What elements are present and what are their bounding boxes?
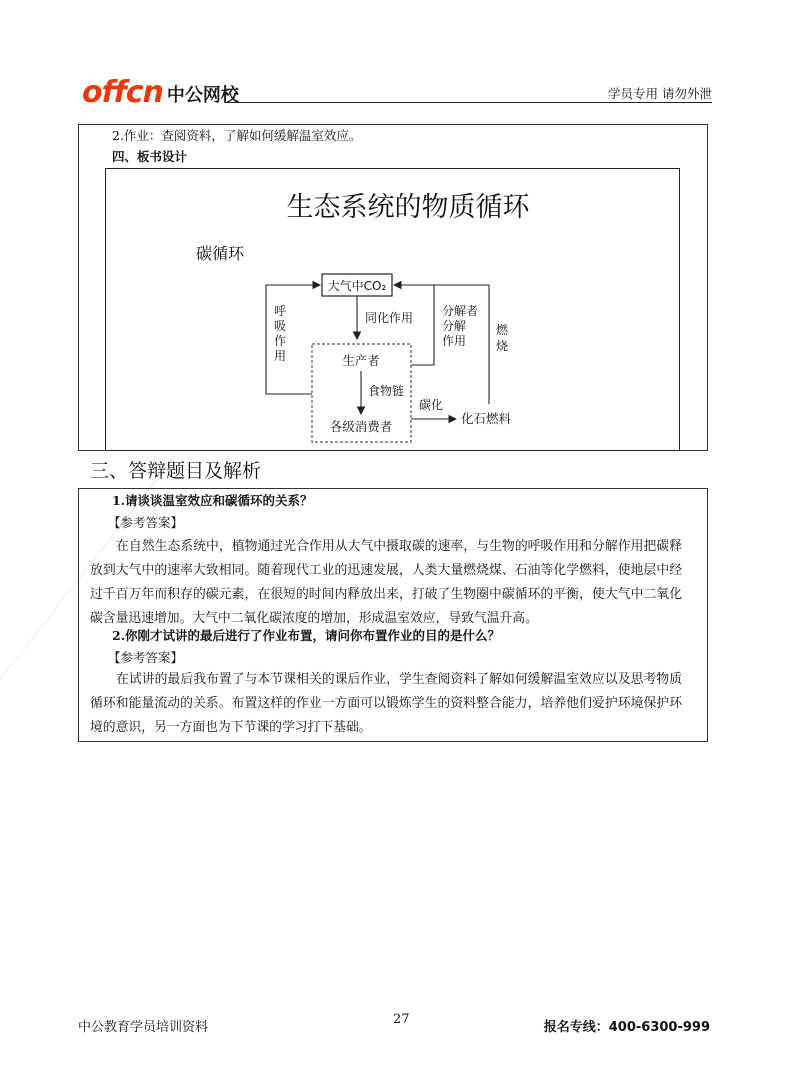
consumer-label: 各级消费者 [329,419,393,434]
header-notice: 学员专用 请勿外泄 [608,86,712,101]
question-1: 1.请谈谈温室效应和碳循环的关系？ [112,493,313,508]
board-design-heading: 四、板书设计 [112,149,188,164]
reference-answer-2-label: 【参考答案】 [108,650,184,665]
offcn-logo [82,75,239,110]
page-number: 27 [393,1012,410,1027]
logo-offcn-text: offcn [82,75,163,110]
footer-hotline: 报名专线：400-6300-999 [543,1020,710,1035]
atmosphere-label: 大气中CO₂ [327,279,387,293]
svg-text:作用: 作用 [442,334,467,348]
burning-label [496,322,509,353]
foodchain-label: 食物链 [368,384,405,398]
carbon-cycle-diagram [106,169,679,450]
decomposer-label [442,303,478,348]
question-2: 2.你刚才试讲的最后进行了作业布置，请问你布置作业的目的是什么？ [112,628,501,643]
section-heading: 三、答辩题目及解析 [90,460,262,482]
board-title: 生态系统的物质循环 [286,192,530,223]
svg-text:分解者: 分解者 [442,304,479,318]
carbonize-label: 碳化 [419,398,444,412]
header-rule [225,102,712,103]
logo-cn-text: 中公网校 [166,85,239,106]
homework-line: 2.作业：查阅资料，了解如何缓解温室效应。 [112,128,362,143]
board-subtitle: 碳循环 [196,244,245,263]
fossil-fuel-label: 化石燃料 [461,411,512,426]
answer-2: 在试讲的最后我布置了与本节课相关的课后作业，学生查阅资料了解如何缓解温室效应以及思考物质循环和能量流动的关系。布置这样的作业一方面可以锻炼学生的资料整合能力，培养他们爱护环境保护环境的意识，另一方面也为下节课的学习打下基础。 [90,672,682,735]
reference-answer-1-label: 【参考答案】 [108,515,184,530]
footer-left: 中公教育学员培训资料 [78,1020,209,1035]
svg-text:作: 作 [274,334,287,348]
svg-text:用: 用 [274,349,287,363]
producer-label: 生产者 [342,353,380,368]
blackboard-diagram [105,168,680,451]
svg-text:燃: 燃 [496,323,509,337]
assimilation-label: 同化作用 [365,311,414,325]
decomposer-arrow [394,285,434,365]
answer-1: 在自然生态系统中，植物通过光合作用从大气中摄取碳的速率，与生物的呼吸作用和分解作用把碳释放到大气中的速率大致相同。随着现代工业的迅速发展，人类大量燃烧煤、石油等化学燃料，使地层中经过千百万年而积存的碳元素，在很短的时间内释放出来，打破了生物圈中碳循环的平衡，使大气中二氧化碳含量迅速增加。大气中二氧化碳浓度的增加，形成温室效应，导致气温升高。 [90,539,682,626]
svg-text:呼: 呼 [274,304,287,318]
svg-text:烧: 烧 [496,339,509,353]
svg-text:吸: 吸 [274,319,287,333]
respiration-label [274,304,286,363]
svg-text:分解: 分解 [442,319,467,333]
